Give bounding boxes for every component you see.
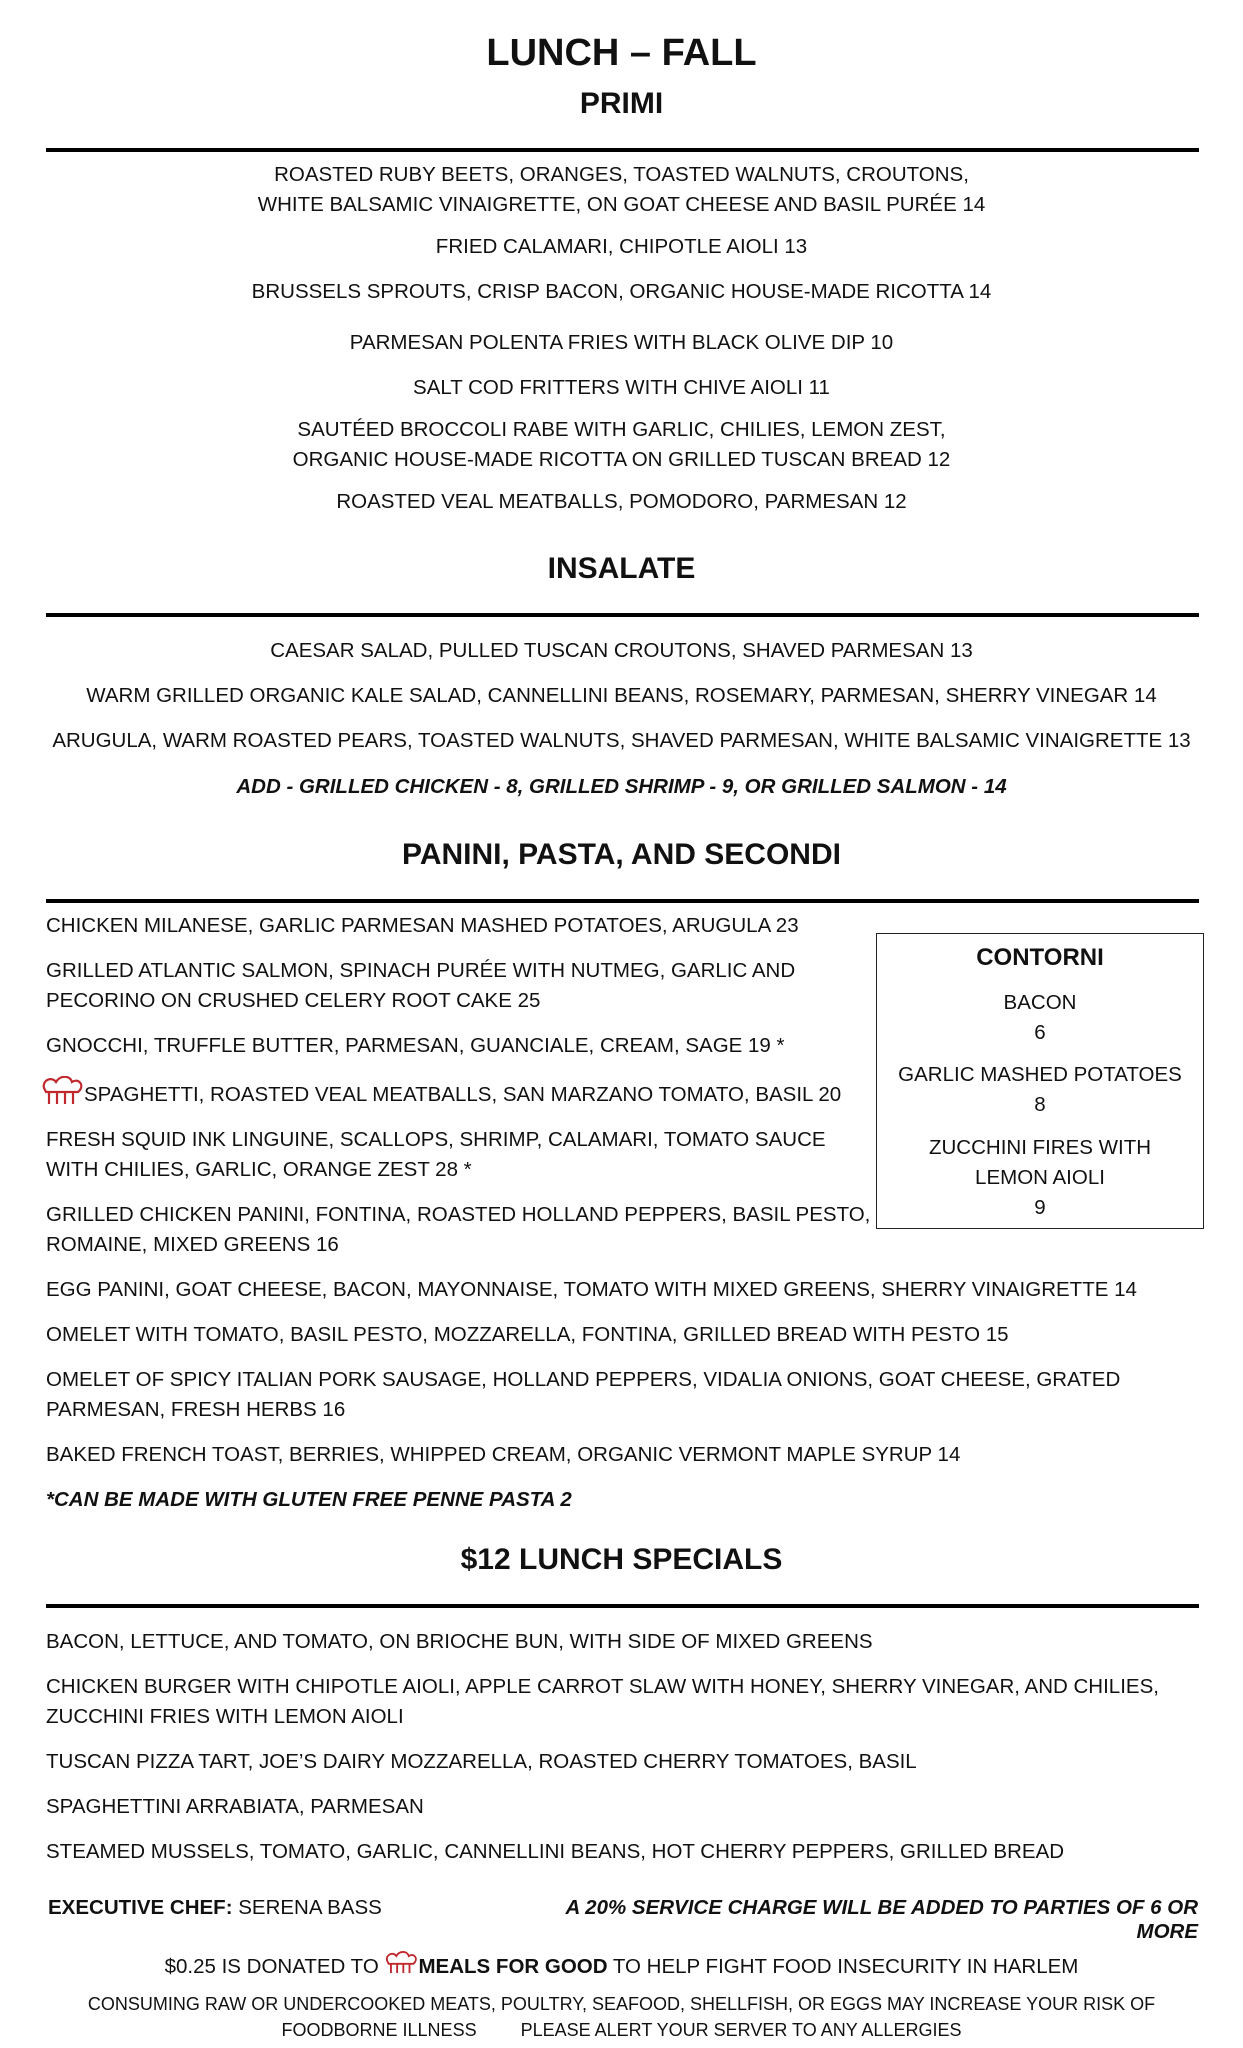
secondi-item-3: GNOCCHI, TRUFFLE BUTTER, PARMESAN, GUANCIALE, CREAM, SAGE 19 *: [46, 1034, 785, 1057]
secondi-item-4: SPAGHETTI, ROASTED VEAL MEATBALLS, SAN MARZANO TOMATO, BASIL 20: [84, 1082, 842, 1106]
insalate-item-2: WARM GRILLED ORGANIC KALE SALAD, CANNELLINI BEANS, ROSEMARY, PARMESAN, SHERRY VINEGAR 14: [86, 684, 1157, 707]
contorni-price-3: 9: [1034, 1196, 1046, 1219]
secondi-item-9-line-1: OMELET OF SPICY ITALIAN PORK SAUSAGE, HOLLAND PEPPERS, VIDALIA ONIONS, GOAT CHEESE, GRATED: [46, 1368, 1121, 1391]
secondi-item-2-line-2: PECORINO ON CRUSHED CELERY ROOT CAKE 25: [46, 989, 541, 1012]
contorni-item-3-line-2: LEMON AIOLI: [975, 1166, 1105, 1189]
contorni-box: [876, 933, 1204, 1229]
donation-line: [0, 1951, 1243, 1984]
primi-item-6-line-2: ORGANIC HOUSE-MADE RICOTTA ON GRILLED TUSCAN BREAD 12: [292, 448, 951, 471]
contorni-item-3-line-1: ZUCCHINI FIRES WITH: [928, 1136, 1152, 1159]
chef-label: EXECUTIVE CHEF:: [48, 1896, 233, 1919]
specials-item-1: BACON, LETTUCE, AND TOMATO, ON BRIOCHE BUN, WITH SIDE OF MIXED GREENS: [46, 1630, 873, 1653]
chef-name: SERENA BASS: [232, 1896, 382, 1919]
insalate-item-1: CAESAR SALAD, PULLED TUSCAN CROUTONS, SHAVED PARMESAN 13: [270, 639, 973, 662]
insalate-add-on: ADD - GRILLED CHICKEN - 8, GRILLED SHRIMP - 9, OR GRILLED SALMON - 14: [236, 775, 1007, 798]
disclaimer-allergies: PLEASE ALERT YOUR SERVER TO ANY ALLERGIES: [520, 2020, 962, 2040]
divider: [46, 899, 1199, 903]
primi-item-4: PARMESAN POLENTA FRIES WITH BLACK OLIVE DIP 10: [349, 331, 894, 354]
secondi-item-4-row: [40, 1076, 841, 1115]
specials-item-5: STEAMED MUSSELS, TOMATO, GARLIC, CANNELLINI BEANS, HOT CHERRY PEPPERS, GRILLED BREAD: [46, 1840, 1065, 1863]
disclaimer-foodborne: FOODBORNE ILLNESS: [281, 2020, 477, 2040]
donation-org: MEALS FOR GOOD: [418, 1954, 608, 1978]
primi-item-3: BRUSSELS SPROUTS, CRISP BACON, ORGANIC HOUSE-MADE RICOTTA 14: [251, 280, 992, 303]
secondi-item-1: CHICKEN MILANESE, GARLIC PARMESAN MASHED POTATOES, ARUGULA 23: [46, 914, 799, 937]
specials-item-3: TUSCAN PIZZA TART, JOE’S DAIRY MOZZARELLA, ROASTED CHERRY TOMATOES, BASIL: [46, 1750, 917, 1773]
menu-title: LUNCH – FALL: [486, 32, 757, 74]
secondi-item-9-line-2: PARMESAN, FRESH HERBS 16: [46, 1398, 346, 1421]
disclaimer-line-1: CONSUMING RAW OR UNDERCOOKED MEATS, POULTRY, SEAFOOD, SHELLFISH, OR EGGS MAY INCREASE YOUR RISK OF: [87, 1994, 1156, 2014]
primi-item-5: SALT COD FRITTERS WITH CHIVE AIOLI 11: [413, 376, 830, 399]
disclaimer-line-2: [0, 2017, 1243, 2043]
specials-item-2-line-1: CHICKEN BURGER WITH CHIPOTLE AIOLI, APPLE CARROT SLAW WITH HONEY, SHERRY VINEGAR, AND CHILIES,: [46, 1675, 1159, 1698]
primi-item-7: ROASTED VEAL MEATBALLS, POMODORO, PARMESAN 12: [336, 490, 907, 513]
service-charge-note: A 20% SERVICE CHARGE WILL BE ADDED TO PARTIES OF 6 OR MORE: [565, 1896, 1198, 1943]
contorni-price-1: 6: [1034, 1021, 1046, 1044]
specials-item-4: SPAGHETTINI ARRABIATA, PARMESAN: [46, 1795, 424, 1818]
contorni-title: CONTORNI: [976, 944, 1104, 971]
divider: [46, 148, 1199, 152]
contorni-item-1: BACON: [1003, 991, 1077, 1014]
divider: [46, 613, 1199, 617]
chef-hat-icon: [40, 1076, 84, 1115]
secondi-item-5-line-1: FRESH SQUID INK LINGUINE, SCALLOPS, SHRIMP, CALAMARI, TOMATO SAUCE: [46, 1128, 826, 1151]
primi-item-2: FRIED CALAMARI, CHIPOTLE AIOLI 13: [435, 235, 808, 258]
contorni-item-2: GARLIC MASHED POTATOES: [898, 1063, 1182, 1086]
donation-suffix: TO HELP FIGHT FOOD INSECURITY IN HARLEM: [607, 1954, 1079, 1978]
executive-chef: [48, 1896, 382, 1920]
primi-item-1-line-1: ROASTED RUBY BEETS, ORANGES, TOASTED WALNUTS, CROUTONS,: [274, 163, 969, 186]
gluten-free-note: *CAN BE MADE WITH GLUTEN FREE PENNE PASTA 2: [46, 1488, 572, 1511]
secondi-item-6-line-2: ROMAINE, MIXED GREENS 16: [46, 1233, 339, 1256]
secondi-item-10: BAKED FRENCH TOAST, BERRIES, WHIPPED CREAM, ORGANIC VERMONT MAPLE SYRUP 14: [46, 1443, 961, 1466]
specials-item-2-line-2: ZUCCHINI FRIES WITH LEMON AIOLI: [46, 1705, 404, 1728]
secondi-item-5-line-2: WITH CHILIES, GARLIC, ORANGE ZEST 28 *: [46, 1158, 472, 1181]
section-title-primi: PRIMI: [579, 87, 664, 120]
secondi-item-2-line-1: GRILLED ATLANTIC SALMON, SPINACH PURÉE WITH NUTMEG, GARLIC AND: [46, 959, 796, 982]
section-title-specials: $12 LUNCH SPECIALS: [460, 1543, 783, 1576]
chef-hat-icon: [384, 1951, 418, 1984]
divider: [46, 1604, 1199, 1608]
section-title-insalate: INSALATE: [547, 552, 696, 585]
secondi-item-8: OMELET WITH TOMATO, BASIL PESTO, MOZZARELLA, FONTINA, GRILLED BREAD WITH PESTO 15: [46, 1323, 1009, 1346]
section-title-secondi: PANINI, PASTA, AND SECONDI: [402, 838, 841, 871]
contorni-price-2: 8: [1034, 1093, 1046, 1116]
insalate-item-3: ARUGULA, WARM ROASTED PEARS, TOASTED WALNUTS, SHAVED PARMESAN, WHITE BALSAMIC VINAIGRETTE 13: [52, 729, 1191, 752]
secondi-item-7: EGG PANINI, GOAT CHEESE, BACON, MAYONNAISE, TOMATO WITH MIXED GREENS, SHERRY VINAIGRETTE 14: [46, 1278, 1137, 1301]
primi-item-1-line-2: WHITE BALSAMIC VINAIGRETTE, ON GOAT CHEESE AND BASIL PURÉE 14: [257, 193, 986, 216]
secondi-item-6-line-1: GRILLED CHICKEN PANINI, FONTINA, ROASTED HOLLAND PEPPERS, BASIL PESTO,: [46, 1203, 871, 1226]
primi-item-6-line-1: SAUTÉED BROCCOLI RABE WITH GARLIC, CHILIES, LEMON ZEST,: [297, 418, 946, 441]
donation-prefix: $0.25 IS DONATED TO: [164, 1954, 385, 1978]
